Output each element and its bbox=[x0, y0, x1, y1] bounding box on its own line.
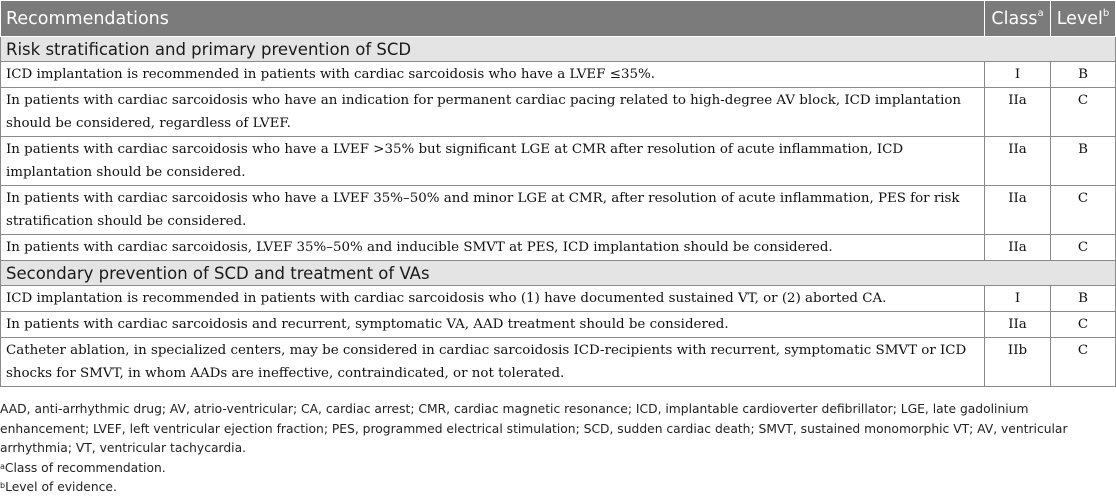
recommendation-text: In patients with cardiac sarcoidosis who have a LVEF >35% but significant LGE at CMR after resolution of acute inflammation, ICD implantation should be considered. bbox=[1, 137, 985, 186]
table-header-row bbox=[1, 1, 1116, 37]
level-cell: C bbox=[1051, 312, 1116, 338]
class-cell: IIa bbox=[985, 88, 1051, 137]
level-cell: B bbox=[1051, 286, 1116, 312]
level-cell: C bbox=[1051, 338, 1116, 387]
level-cell: B bbox=[1051, 62, 1116, 88]
class-cell: IIa bbox=[985, 312, 1051, 338]
level-cell: C bbox=[1051, 88, 1116, 137]
recommendation-text: In patients with cardiac sarcoidosis and recurrent, symptomatic VA, AAD treatment should be considered. bbox=[1, 312, 985, 338]
class-cell: I bbox=[985, 62, 1051, 88]
table-row bbox=[1, 88, 1116, 137]
recommendation-text: Catheter ablation, in specialized centers, may be considered in cardiac sarcoidosis ICD-recipients with recurrent, symptomatic SMVT or ICD shocks for SMVT, in whom AADs are ineffective, contraindicated, or not tolerated. bbox=[1, 338, 985, 387]
table-row bbox=[1, 286, 1116, 312]
header-class: Class$^a$ bbox=[985, 1, 1051, 37]
table-row bbox=[1, 312, 1116, 338]
recommendation-text: ICD implantation is recommended in patients with cardiac sarcoidosis who have a LVEF ≤35%. bbox=[1, 62, 985, 88]
abbreviations-note: AAD, anti-arrhythmic drug; AV, atrio-ventricular; CA, cardiac arrest; CMR, cardiac magnetic resonance; ICD, implantable cardioverter defibrillator; LGE, late gadolinium enhancement; LVEF, left ventricular ejection fraction; PES, programmed electrical stimulation; SCD, sudden cardiac death; SMVT, sustained monomorphic VT; AV, ventricular arrhythmia; VT, ventricular tachycardia. bbox=[0, 402, 1068, 456]
class-cell: IIa bbox=[985, 186, 1051, 235]
level-cell: B bbox=[1051, 137, 1116, 186]
header-recommendations: Recommendations bbox=[1, 1, 985, 37]
table-row bbox=[1, 338, 1116, 387]
table-row bbox=[1, 137, 1116, 186]
class-cell: IIa bbox=[985, 137, 1051, 186]
level-cell: C bbox=[1051, 186, 1116, 235]
recommendation-text: In patients with cardiac sarcoidosis who have an indication for permanent cardiac pacing related to high-degree AV block, ICD implantation should be considered, regardless of LVEF. bbox=[1, 88, 985, 137]
class-cell: IIa bbox=[985, 235, 1051, 261]
level-footnote: $^b$Level of evidence. bbox=[0, 480, 117, 495]
class-cell: I bbox=[985, 286, 1051, 312]
recommendation-text: In patients with cardiac sarcoidosis who have a LVEF 35%–50% and minor LGE at CMR, after resolution of acute inflammation, PES for risk stratification should be considered. bbox=[1, 186, 985, 235]
class-cell: IIb bbox=[985, 338, 1051, 387]
table-footnotes bbox=[0, 400, 1114, 498]
level-cell: C bbox=[1051, 235, 1116, 261]
header-level: Level$^b$ bbox=[1051, 1, 1116, 37]
table-row bbox=[1, 235, 1116, 261]
recommendation-text: In patients with cardiac sarcoidosis, LVEF 35%–50% and inducible SMVT at PES, ICD implantation should be considered. bbox=[1, 235, 985, 261]
table-row bbox=[1, 62, 1116, 88]
section-header: Secondary prevention of SCD and treatment of VAs bbox=[1, 261, 1116, 286]
recommendation-text: ICD implantation is recommended in patients with cardiac sarcoidosis who (1) have documented sustained VT, or (2) aborted CA. bbox=[1, 286, 985, 312]
section-header: Risk stratification and primary prevention of SCD bbox=[1, 37, 1116, 62]
class-footnote: $^a$Class of recommendation. bbox=[0, 460, 166, 475]
table-row bbox=[1, 186, 1116, 235]
